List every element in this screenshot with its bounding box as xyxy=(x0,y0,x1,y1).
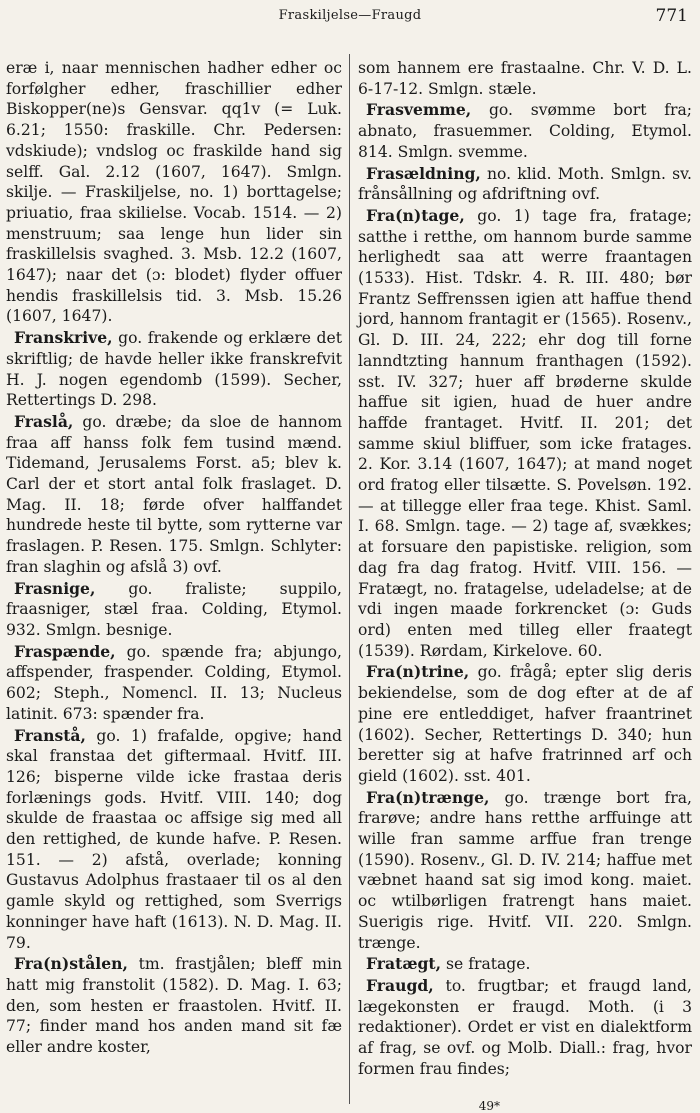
dictionary-entry xyxy=(6,642,342,725)
page-number: 771 xyxy=(655,6,688,26)
dictionary-entry xyxy=(358,976,692,1080)
headword: Fra(n)tage, xyxy=(366,205,465,225)
dictionary-entry xyxy=(6,58,342,327)
entry-text: se fratage. xyxy=(446,955,531,974)
right-column xyxy=(358,58,692,1080)
dictionary-entry xyxy=(6,328,342,411)
entry-text: to. frugtbar; et fraugd land, lægekonsten er fraugd. Moth. (i 3 redaktioner). Ordet er vist en dialektform af frag, se ovf. og Molb. Diall.: frag, hvor formen frau findes; xyxy=(358,976,692,1078)
headword: Franskrive, xyxy=(14,328,113,348)
entry-text: go. frakende og erklære det skriftlig; de havde heller ikke franskrefvit H. J. nogen egendomb (1599). Secher, Rettertings D. 298. xyxy=(6,329,343,410)
entry-text: go. trænge bort fra, frarøve; andre hans retthe arffuinge att wille fran samme arffue fran trenge (1590). Rosenv., Gl. D. IV. 214; haffue met væbnet haand sat sig imod kong. maiet. oc wtilbørligen fratrengt hans maiet. Suerigis rige. Hvitf. VII. 220. Smlgn. trænge. xyxy=(358,788,692,952)
headword: Fratægt, xyxy=(366,954,442,974)
left-column xyxy=(6,58,342,1059)
dictionary-entry xyxy=(358,100,692,162)
entry-text: go. 1) frafalde, opgive; hand skal franstaa det giftermaal. Hvitf. III. 126; bisperne vilde icke frastaa deris forlænings gods. Hvitf. VIII. 140; dog skulde de fraastaa oc affsige sig med all den rettighed, de kunde hafve. P. Resen. 151. — 2) afstå, overlade; konning Gustavus Adolphus frastaaer til os al den gamle skyld og rettighed, som Sverrigs konninger have haft (1613). N. D. Mag. II. 79. xyxy=(6,726,342,952)
entry-text: go. 1) tage fra, fratage; satthe i retthe, om hannom burde samme herlighedt saa att werre fraantagen (1533). Hist. Tdskr. 4. R. III. 480; bør Frantz Seffrenssen igien att haffue thend jord, hannom frantagit er (1565). Rosenv., Gl. D. III. 24, 222; ehr dog till forne lanndtzting hannum franthagen (1592). sst. IV. 327; huer aff brøderne skulde haffue sit igien, huad de huer andre haffde frantaget. Hvitf. II. 201; det samme skiul bliffuer, som icke fratages. 2. Kor. 3.14 (1607, 1647); at mand noget ord fratog eller tilsætte. S. Povelsøn. 192. — at tillegge eller fraa tege. Khist. Saml. I. 68. Smlgn. tage. — 2) tage af, svækkes; at forsuare den papistiske. religion, som dag fra dag fratog. Hvitf. VIII. 156. — Fratægt, no. fratagelse, udeladelse; at de vdi ingen maade forkrencket (ɔ: Guds ord) enten med tilleg eller fraategt (1539). Rørdam, Kirkelove. 60. xyxy=(358,206,692,660)
running-head: Fraskiljelse—Fraugd xyxy=(278,8,422,23)
dictionary-entry xyxy=(358,164,692,205)
column-divider xyxy=(349,54,350,1104)
headword: Fra(n)trænge, xyxy=(366,787,490,807)
headword: Frasældning, xyxy=(366,163,481,183)
dictionary-entry xyxy=(6,726,342,954)
headword: Fraugd, xyxy=(366,975,434,995)
dictionary-entry xyxy=(6,412,342,578)
entry-text: eræ i, naar mennischen hadher edher oc forfølgher edher, fraschillier edher Biskopper(ne)s Gensvar. qq1v (= Luk. 6.21; 1550: fraskille. Chr. Pedersen: vdskiude); vndslog oc fraskilde hand sig selff. Gal. 2.12 (1607, 1647). Smlgn. skilje. — Fraskiljelse, no. 1) borttagelse; priuatio, fraa skilielse. Vocab. 1514. — 2) menstruum; saa lenge hun lider sin fraskillelsis svaghed. 3. Msb. 12.2 (1607, 1647); naar det (ɔ: blodet) flyder offuer hendis fraskillelsis tid. 3. Msb. 15.26 (1607, 1647). xyxy=(6,59,342,326)
headword: Frasvemme, xyxy=(366,100,472,120)
headword: Frasnige, xyxy=(14,578,96,598)
entry-text: go. spænde fra; abjungo, affspender, fraspender. Colding, Etymol. 602; Steph., Nomencl. II. 13; Nucleus latinit. 673: spænder fra. xyxy=(6,642,342,723)
headword: Fraspænde, xyxy=(14,641,116,661)
entry-text: som hannem ere frastaalne. Chr. V. D. L. 6-17-12. Smlgn. stæle. xyxy=(358,59,692,98)
dictionary-entry xyxy=(6,579,342,641)
headword: Fra(n)trine, xyxy=(366,662,470,682)
entry-text: go. svømme bort fra; abnato, frasuemmer. Colding, Etymol. 814. Smlgn. svemme. xyxy=(358,101,692,161)
headword: Fraslå, xyxy=(14,411,74,431)
entry-text: tm. frastjålen; bleff min hatt mig franstolit (1582). D. Mag. I. 63; den, som hesten er fraastolen. Hvitf. II. 77; finder mand hos anden mand sit fæ eller andre koster, xyxy=(6,955,342,1057)
dictionary-entry xyxy=(358,58,692,99)
dictionary-entry xyxy=(358,662,692,786)
dictionary-entry xyxy=(358,954,692,975)
dictionary-entry xyxy=(6,954,342,1058)
headword: Franstå, xyxy=(14,725,86,745)
headword: Fra(n)stålen, xyxy=(14,954,128,974)
dictionary-entry xyxy=(358,788,692,954)
entry-text: go. frågå; epter slig deris bekiendelse, som de dog efter at de af pine ere entleddiget, hafver fraantrinet (1602). Secher, Rettertings D. 340; hun beretter sig at hafve fratrinned arf och gield (1602). sst. 401. xyxy=(358,663,692,785)
entry-text: go. fraliste; suppilo, fraasniger, stæl fraa. Colding, Etymol. 932. Smlgn. besnige. xyxy=(6,579,342,639)
entry-text: no. klid. Moth. Smlgn. sv. frånsållning og afdriftning ovf. xyxy=(358,164,692,204)
page-header xyxy=(0,0,700,36)
dictionary-entry xyxy=(358,206,692,661)
entry-text: go. dræbe; da sloe de hannom fraa aff hanss folk fem tusind mænd. Tidemand, Jerusalems Forst. a5; blev k. Carl der et stort antal folk fraslaget. D. Mag. II. 18; førde ofver halffandet hundrede heste til bytte, som rytterne var fraslagen. P. Resen. 175. Smlgn. Schlyter: fran slaghin og afslå 3) ovf. xyxy=(6,412,342,576)
signature-mark: 49* xyxy=(478,1099,500,1113)
